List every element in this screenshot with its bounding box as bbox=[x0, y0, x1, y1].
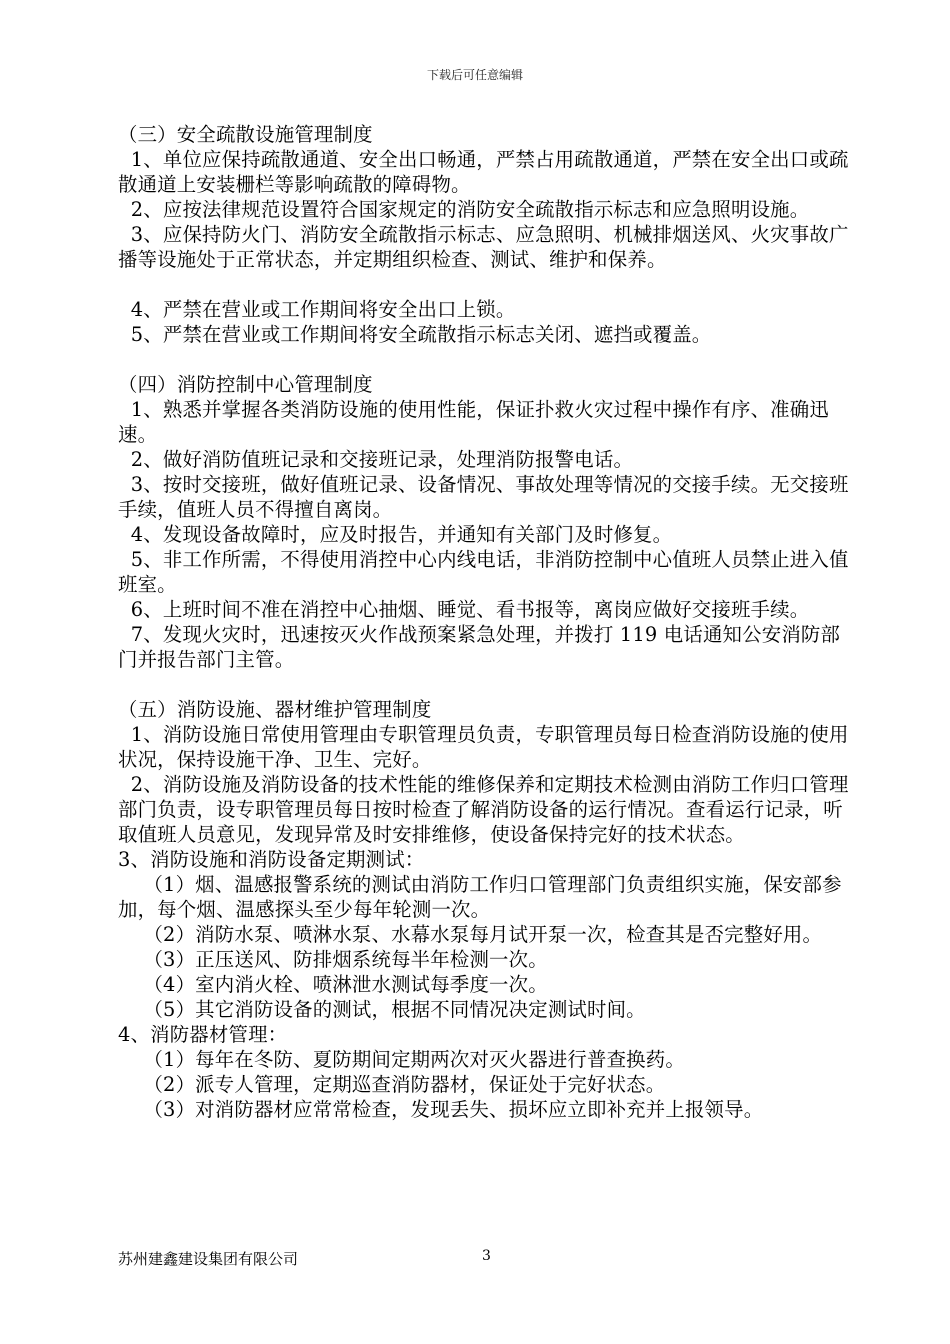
paragraph: 3、按时交接班，做好值班记录、设备情况、事故处理等情况的交接手续。无交接班手续，值班人员不得擅自离岗。 bbox=[118, 473, 849, 521]
section-4-title: （四）消防控制中心管理制度 bbox=[118, 373, 373, 396]
document-body bbox=[118, 122, 858, 1122]
paragraph: 3、应保持防火门、消防安全疏散指示标志、应急照明、机械排烟送风、火灾事故广播等设施处于正常状态，并定期组织检查、测试、维护和保养。 bbox=[118, 223, 849, 271]
spacer bbox=[118, 347, 858, 372]
list-item: （3）正压送风、防排烟系统每半年检测一次。 bbox=[118, 948, 548, 971]
page-header: 下载后可任意编辑 bbox=[426, 68, 523, 82]
list-item: （2）消防水泵、喷淋水泵、水幕水泵每月试开泵一次，检查其是否完整好用。 bbox=[118, 923, 823, 946]
paragraph: 2、消防设施及消防设备的技术性能的维修保养和定期技术检测由消防工作归口管理部门负责，设专职管理员每日按时检查了解消防设备的运行情况。查看运行记录，听取值班人员意见，发现异常及时安排维修，使设备保持完好的技术状态。 bbox=[118, 773, 849, 846]
subsection-title: 4、消防器材管理： bbox=[118, 1023, 288, 1046]
list-item: （5）其它消防设备的测试，根据不同情况决定测试时间。 bbox=[118, 998, 646, 1021]
section-3-title: （三）安全疏散设施管理制度 bbox=[118, 123, 373, 146]
paragraph: 5、严禁在营业或工作期间将安全疏散指示标志关闭、遮挡或覆盖。 bbox=[118, 323, 712, 346]
paragraph: 5、非工作所需，不得使用消控中心内线电话，非消防控制中心值班人员禁止进入值班室。 bbox=[118, 548, 849, 596]
paragraph: 1、熟悉并掌握各类消防设施的使用性能，保证扑救火灾过程中操作有序、准确迅速。 bbox=[118, 398, 829, 446]
list-item: （3）对消防器材应常常检查，发现丢失、损坏应立即补充并上报领导。 bbox=[118, 1098, 764, 1121]
subsection-title: 3、消防设施和消防设备定期测试： bbox=[118, 848, 425, 871]
paragraph: 4、发现设备故障时，应及时报告，并通知有关部门及时修复。 bbox=[118, 523, 673, 546]
list-item: （4）室内消火栓、喷淋泄水测试每季度一次。 bbox=[118, 973, 548, 996]
paragraph: 1、单位应保持疏散通道、安全出口畅通，严禁占用疏散通道，严禁在安全出口或疏散通道上安装栅栏等影响疏散的障碍物。 bbox=[118, 148, 849, 196]
paragraph: 6、上班时间不准在消控中心抽烟、睡觉、看书报等，离岗应做好交接班手续。 bbox=[118, 598, 810, 621]
paragraph: 7、发现火灾时，迅速按灭火作战预案紧急处理，并拨打 119 电话通知公安消防部门并报告部门主管。 bbox=[118, 623, 841, 671]
paragraph: 2、做好消防值班记录和交接班记录，处理消防报警电话。 bbox=[118, 448, 634, 471]
list-item: （1）烟、温感报警系统的测试由消防工作归口管理部门负责组织实施，保安部参加，每个烟、温感探头至少每年轮测一次。 bbox=[118, 873, 842, 921]
spacer bbox=[118, 272, 858, 297]
paragraph: 4、严禁在营业或工作期间将安全出口上锁。 bbox=[118, 298, 516, 321]
spacer bbox=[118, 672, 858, 697]
list-item: （1）每年在冬防、夏防期间定期两次对灭火器进行普查换药。 bbox=[118, 1048, 685, 1071]
paragraph: 1、消防设施日常使用管理由专职管理员负责，专职管理员每日检查消防设施的使用状况，保持设施干净、卫生、完好。 bbox=[118, 723, 849, 771]
footer-company: 苏州建鑫建设集团有限公司 bbox=[118, 1250, 299, 1268]
paragraph: 2、应按法律规范设置符合国家规定的消防安全疏散指示标志和应急照明设施。 bbox=[118, 198, 810, 221]
list-item: （2）派专人管理，定期巡查消防器材，保证处于完好状态。 bbox=[118, 1073, 666, 1096]
section-5-title: （五）消防设施、器材维护管理制度 bbox=[118, 698, 432, 721]
page-number: 3 bbox=[482, 1248, 491, 1264]
